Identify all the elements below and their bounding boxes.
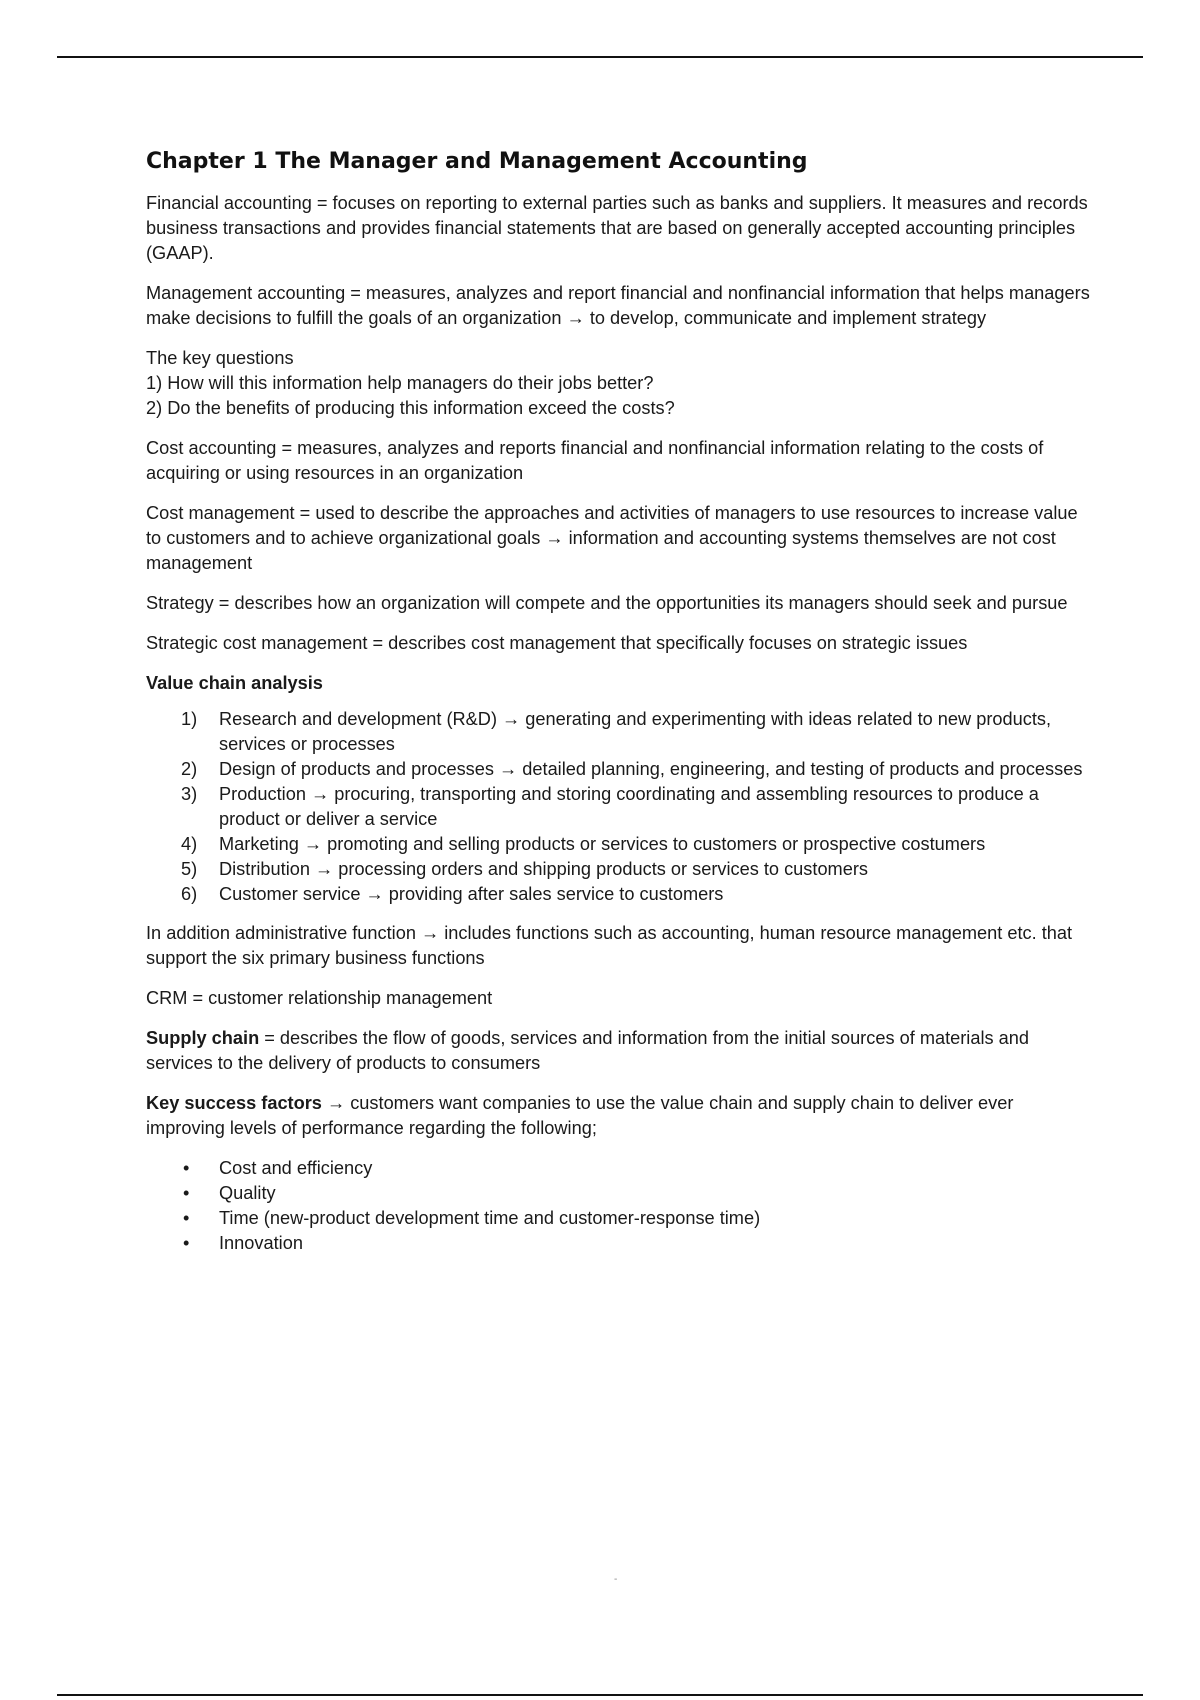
list-item — [146, 1156, 1091, 1181]
top-rule — [57, 56, 1143, 58]
key-success-paragraph — [146, 1091, 1091, 1141]
list-item-text: Distribution → processing orders and shipping products or services to customers — [219, 859, 868, 879]
crm-paragraph: CRM = customer relationship management — [146, 988, 493, 1008]
list-item — [146, 1231, 1091, 1256]
supply-chain-term: Supply chain — [146, 1028, 260, 1048]
key-question-2: 2) Do the benefits of producing this information exceed the costs? — [146, 398, 675, 418]
list-number: 3) — [181, 784, 198, 804]
chapter-title: Chapter 1 The Manager and Management Accounting — [146, 149, 808, 174]
page-footer-mark: - — [614, 1574, 618, 1585]
value-chain-item — [146, 782, 1091, 832]
bullet-icon: • — [183, 1158, 190, 1178]
supply-chain-paragraph — [146, 1026, 1091, 1076]
bullet-icon: • — [183, 1183, 190, 1203]
key-success-list — [146, 1156, 1091, 1256]
key-questions-intro: The key questions — [146, 348, 294, 368]
list-number: 5) — [181, 859, 198, 879]
list-item — [146, 1181, 1091, 1206]
list-item-text: Production → procuring, transporting and storing coordinating and assembling resources to produce a product or deliver a service — [219, 784, 1039, 829]
value-chain-item — [146, 757, 1091, 782]
list-item-text: Design of products and processes → detailed planning, engineering, and testing of products and processes — [219, 759, 1083, 779]
document-body — [146, 148, 1091, 1256]
key-question-1: 1) How will this information help managers do their jobs better? — [146, 373, 654, 393]
value-chain-item — [146, 832, 1091, 857]
list-number: 1) — [181, 709, 198, 729]
list-number: 6) — [181, 884, 198, 904]
value-chain-item — [146, 707, 1091, 757]
key-success-definition: → customers want companies to use the value chain and supply chain to deliver ever improving levels of performance regarding the following; — [146, 1093, 1014, 1138]
list-item — [146, 1206, 1091, 1231]
supply-chain-definition: = describes the flow of goods, services and information from the initial sources of materials and services to the delivery of products to consumers — [146, 1028, 1029, 1073]
administrative-paragraph: In addition administrative function → includes functions such as accounting, human resource management etc. that support the six primary business functions — [146, 923, 1073, 968]
management-accounting-paragraph: Management accounting = measures, analyzes and report financial and nonfinancial information that helps managers make decisions to fulfill the goals of an organization → to develop, communicate and implement strategy — [146, 283, 1090, 328]
bottom-rule — [57, 1694, 1143, 1696]
list-item-text: Time (new-product development time and customer-response time) — [219, 1208, 761, 1228]
cost-management-paragraph: Cost management = used to describe the approaches and activities of managers to use resources to increase value to customers and to achieve organizational goals → information and accounting systems themselves are not cost management — [146, 503, 1078, 573]
list-number: 2) — [181, 759, 198, 779]
value-chain-item — [146, 882, 1091, 907]
list-item-text: Customer service → providing after sales service to customers — [219, 884, 724, 904]
list-item-text: Cost and efficiency — [219, 1158, 373, 1178]
list-item-text: Research and development (R&D) → generating and experimenting with ideas related to new products, services or processes — [219, 709, 1052, 754]
value-chain-heading: Value chain analysis — [146, 673, 323, 693]
list-number: 4) — [181, 834, 198, 854]
key-success-term: Key success factors — [146, 1093, 322, 1113]
cost-accounting-paragraph: Cost accounting = measures, analyzes and reports financial and nonfinancial information relating to the costs of acquiring or using resources in an organization — [146, 438, 1044, 483]
value-chain-item — [146, 857, 1091, 882]
strategy-paragraph: Strategy = describes how an organization will compete and the opportunities its managers should seek and pursue — [146, 593, 1068, 613]
financial-accounting-paragraph: Financial accounting = focuses on reporting to external parties such as banks and suppliers. It measures and records business transactions and provides financial statements that are based on generally accepted accounting principles (GAAP). — [146, 193, 1088, 263]
list-item-text: Quality — [219, 1183, 276, 1203]
list-item-text: Marketing → promoting and selling products or services to customers or prospective costumers — [219, 834, 986, 854]
list-item-text: Innovation — [219, 1233, 303, 1253]
bullet-icon: • — [183, 1233, 190, 1253]
value-chain-list — [146, 707, 1091, 907]
bullet-icon: • — [183, 1208, 190, 1228]
strategic-cost-management-paragraph: Strategic cost management = describes cost management that specifically focuses on strategic issues — [146, 633, 968, 653]
